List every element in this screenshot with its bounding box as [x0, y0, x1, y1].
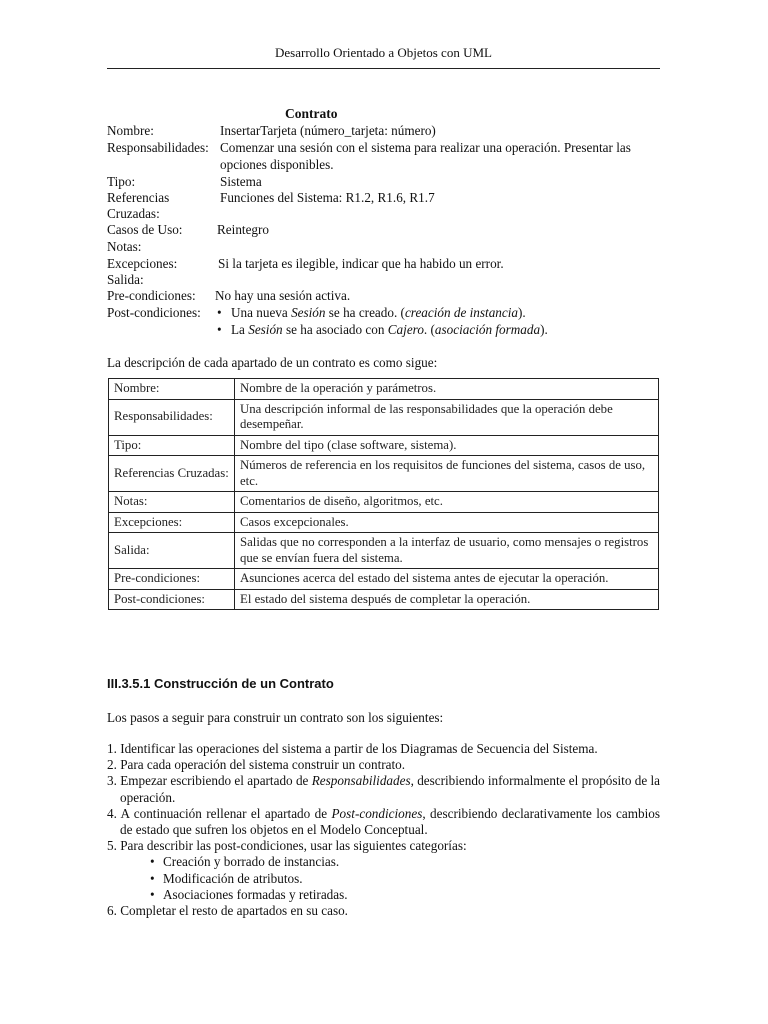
- text: 4. A continuación rellenar el apartado de: [107, 805, 332, 821]
- field-value: Si la tarjeta es ilegible, indicar que ha habido un error.: [218, 256, 504, 271]
- table-cell-description: Números de referencia en los requisitos de funciones del sistema, casos de uso, etc.: [235, 456, 659, 492]
- list-item: 6. Completar el resto de apartados en su caso.: [107, 903, 348, 919]
- table-cell-description: Salidas que no corresponden a la interfaz de usuario, como mensajes o registros que se envían fuera del sistema.: [235, 533, 659, 569]
- bullet-item: [217, 305, 526, 322]
- table-cell-description: Nombre del tipo (clase software, sistema).: [235, 435, 659, 456]
- italic-text: creación de instancia: [404, 305, 518, 320]
- steps-intro: Los pasos a seguir para construir un contrato son los siguientes:: [107, 710, 444, 725]
- table-cell-term: Notas:: [109, 492, 235, 513]
- text: Una nueva: [231, 305, 292, 320]
- table-cell-term: Salida:: [109, 533, 235, 569]
- table-row: [109, 512, 659, 533]
- text: ).: [518, 305, 526, 320]
- table-cell-term: Responsabilidades:: [109, 399, 235, 435]
- italic-text: Responsabilidades: [311, 773, 411, 789]
- field-value: No hay una sesión activa.: [215, 288, 351, 303]
- field-label-continued: Cruzadas:: [107, 206, 160, 221]
- table-row: [109, 589, 659, 610]
- field-value: Sistema: [220, 174, 262, 189]
- header-rule: [107, 68, 660, 69]
- text: Modificación de atributos.: [163, 870, 303, 886]
- sub-list-item: [107, 854, 660, 870]
- sub-list-item: [107, 871, 660, 887]
- table-intro: La descripción de cada apartado de un contrato es como sigue:: [107, 355, 438, 370]
- bullet-icon: •: [217, 305, 222, 320]
- field-value: Funciones del Sistema: R1.2, R1.6, R1.7: [220, 190, 435, 205]
- table-row: [109, 492, 659, 513]
- table-cell-term: Excepciones:: [109, 512, 235, 533]
- table-row: [109, 533, 659, 569]
- field-label: Notas:: [107, 239, 142, 254]
- field-label: Salida:: [107, 272, 144, 287]
- field-label: Tipo:: [107, 174, 136, 189]
- field-label: Referencias: [107, 190, 170, 205]
- table-cell-term: Tipo:: [109, 435, 235, 456]
- text: Creación y borrado de instancias.: [163, 854, 340, 870]
- contract-title: Contrato: [285, 106, 338, 121]
- table-cell-term: Nombre:: [109, 379, 235, 400]
- section-heading: III.3.5.1 Construcción de un Contrato: [107, 676, 334, 691]
- table-cell-description: El estado del sistema después de completar la operación.: [235, 589, 659, 610]
- field-label: Excepciones:: [107, 256, 178, 271]
- text: Asociaciones formadas y retiradas.: [163, 886, 348, 902]
- sub-list-item: [107, 887, 660, 903]
- italic-text: Post-condiciones: [331, 805, 423, 821]
- text: La: [231, 322, 249, 337]
- text: , describiendo declarativamente los cambios de estado que sufren los objetos en el Modelo Conceptual.: [120, 805, 660, 838]
- italic-text: Cajero: [387, 322, 424, 337]
- bullet-icon: •: [150, 854, 155, 870]
- bullet-item: [217, 322, 548, 339]
- list-item: 2. Para cada operación del sistema construir un contrato.: [107, 757, 406, 773]
- table-row: [109, 399, 659, 435]
- field-label: Casos de Uso:: [107, 222, 183, 237]
- text: 3. Empezar escribiendo el apartado de: [107, 773, 312, 789]
- text: ).: [540, 322, 548, 337]
- table-cell-term: Post-condiciones:: [109, 589, 235, 610]
- field-value: InsertarTarjeta (número_tarjeta: número): [220, 123, 436, 138]
- table-cell-description: Comentarios de diseño, algoritmos, etc.: [235, 492, 659, 513]
- table-row: [109, 435, 659, 456]
- table-row: [109, 456, 659, 492]
- list-item: 1. Identificar las operaciones del sistema a partir de los Diagramas de Secuencia del Sistema.: [107, 741, 598, 756]
- text: . (: [423, 322, 435, 337]
- table-cell-description: Nombre de la operación y parámetros.: [235, 379, 659, 400]
- field-label: Pre-condiciones:: [107, 288, 196, 303]
- table-cell-description: Una descripción informal de las responsabilidades que la operación debe desempeñar.: [235, 399, 659, 435]
- field-label: Nombre:: [107, 123, 154, 138]
- field-value-continued: opciones disponibles.: [220, 157, 334, 172]
- text: , describiendo informalmente el propósito de la operación.: [120, 773, 660, 805]
- field-value: Reintegro: [217, 222, 270, 237]
- bullet-icon: •: [150, 870, 155, 886]
- bullet-icon: •: [150, 886, 155, 902]
- field-label: Post-condiciones:: [107, 305, 201, 320]
- table-cell-description: Casos excepcionales.: [235, 512, 659, 533]
- list-item: [107, 806, 660, 838]
- italic-text: asociación formada: [434, 322, 541, 337]
- text: se ha asociado con: [282, 322, 388, 337]
- table-cell-term: Referencias Cruzadas:: [109, 456, 235, 492]
- text: se ha creado. (: [325, 305, 405, 320]
- field-label: Responsabilidades:: [107, 140, 209, 155]
- page-header: Desarrollo Orientado a Objetos con UML: [275, 45, 492, 60]
- steps-list: [107, 741, 660, 919]
- italic-text: Sesión: [248, 322, 283, 337]
- list-item: 5. Para describir las post-condiciones, usar las siguientes categorías:: [107, 838, 467, 854]
- table-cell-description: Asunciones acerca del estado del sistema antes de ejecutar la operación.: [235, 569, 659, 590]
- italic-text: Sesión: [291, 305, 326, 320]
- table-row: [109, 379, 659, 400]
- table-cell-term: Pre-condiciones:: [109, 569, 235, 590]
- list-item: [107, 773, 660, 805]
- table-row: [109, 569, 659, 590]
- contract-description-table: [108, 378, 659, 610]
- bullet-icon: •: [217, 322, 222, 337]
- field-value: Comenzar una sesión con el sistema para realizar una operación. Presentar las: [220, 140, 631, 155]
